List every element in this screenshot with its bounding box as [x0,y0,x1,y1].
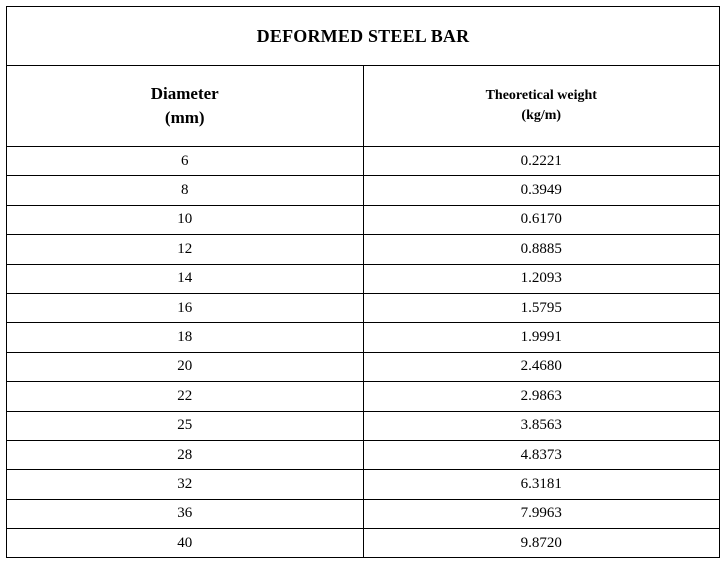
diameter-cell: 6 [7,147,364,176]
header-row [7,66,720,147]
diameter-cell: 25 [7,411,364,440]
diameter-cell: 28 [7,440,364,469]
header-diameter-unit: (mm) [164,108,205,127]
diameter-cell: 16 [7,293,364,322]
table-row [7,529,720,558]
table-row [7,205,720,234]
header-weight-unit: (kg/m) [521,108,562,123]
weight-cell: 1.5795 [363,293,720,322]
weight-cell: 1.2093 [363,264,720,293]
diameter-cell: 40 [7,529,364,558]
header-weight [363,66,720,147]
table-row [7,352,720,381]
diameter-cell: 10 [7,205,364,234]
weight-cell: 7.9963 [363,499,720,528]
table-row [7,323,720,352]
table-row [7,264,720,293]
diameter-cell: 8 [7,176,364,205]
table-title: DEFORMED STEEL BAR [7,7,720,66]
weight-cell: 2.4680 [363,352,720,381]
diameter-cell: 14 [7,264,364,293]
diameter-cell: 36 [7,499,364,528]
diameter-cell: 22 [7,382,364,411]
steel-bar-weight-table [6,6,720,558]
table-row [7,147,720,176]
table-row [7,293,720,322]
diameter-cell: 20 [7,352,364,381]
weight-cell: 2.9863 [363,382,720,411]
header-diameter [7,66,364,147]
weight-cell: 0.8885 [363,235,720,264]
weight-cell: 1.9991 [363,323,720,352]
weight-cell: 3.8563 [363,411,720,440]
weight-cell: 6.3181 [363,470,720,499]
table-row [7,235,720,264]
table-row [7,382,720,411]
weight-cell: 9.8720 [363,529,720,558]
diameter-cell: 12 [7,235,364,264]
weight-cell: 0.2221 [363,147,720,176]
table-row [7,470,720,499]
weight-cell: 0.3949 [363,176,720,205]
table-row [7,176,720,205]
table-row [7,499,720,528]
header-weight-label: Theoretical weight [485,88,597,103]
table-row [7,440,720,469]
weight-cell: 0.6170 [363,205,720,234]
title-row [7,7,720,66]
diameter-cell: 18 [7,323,364,352]
header-diameter-label: Diameter [150,84,219,103]
table-row [7,411,720,440]
weight-cell: 4.8373 [363,440,720,469]
diameter-cell: 32 [7,470,364,499]
